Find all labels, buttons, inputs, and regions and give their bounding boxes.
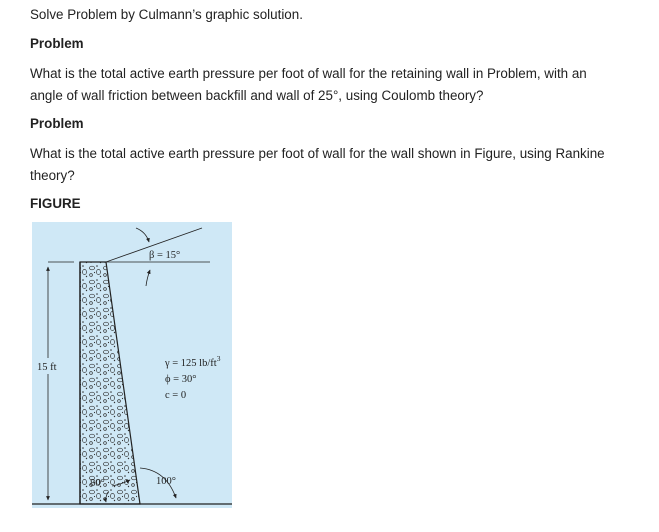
beta-label: β = 15° xyxy=(149,250,181,261)
height-label: 15 ft xyxy=(37,362,57,373)
problem-1-heading: Problem xyxy=(30,36,84,51)
phi-label: ϕ = 30° xyxy=(165,374,197,385)
angle-80-label: 80° xyxy=(90,478,105,489)
cohesion-label: c = 0 xyxy=(165,390,187,401)
problem-1-line-2: angle of wall friction between backfill and wall of 25°, using Coulomb theory? xyxy=(30,88,484,103)
angle-100-label: 100° xyxy=(156,476,176,487)
retaining-wall-figure xyxy=(32,222,232,508)
problem-2-line-1: What is the total active earth pressure per foot of wall for the wall shown in Figure, using Rankine xyxy=(30,146,605,161)
problem-2-line-2: theory? xyxy=(30,168,75,183)
problem-1-line-1: What is the total active earth pressure per foot of wall for the retaining wall in Problem, with an xyxy=(30,66,587,81)
gamma-label: γ = 125 $lb/ft^3$ xyxy=(165,354,221,369)
problem-2-heading: Problem xyxy=(30,116,84,131)
figure-heading: FIGURE xyxy=(30,196,81,211)
intro-text: Solve Problem by Culmann’s graphic solution. xyxy=(30,7,303,22)
